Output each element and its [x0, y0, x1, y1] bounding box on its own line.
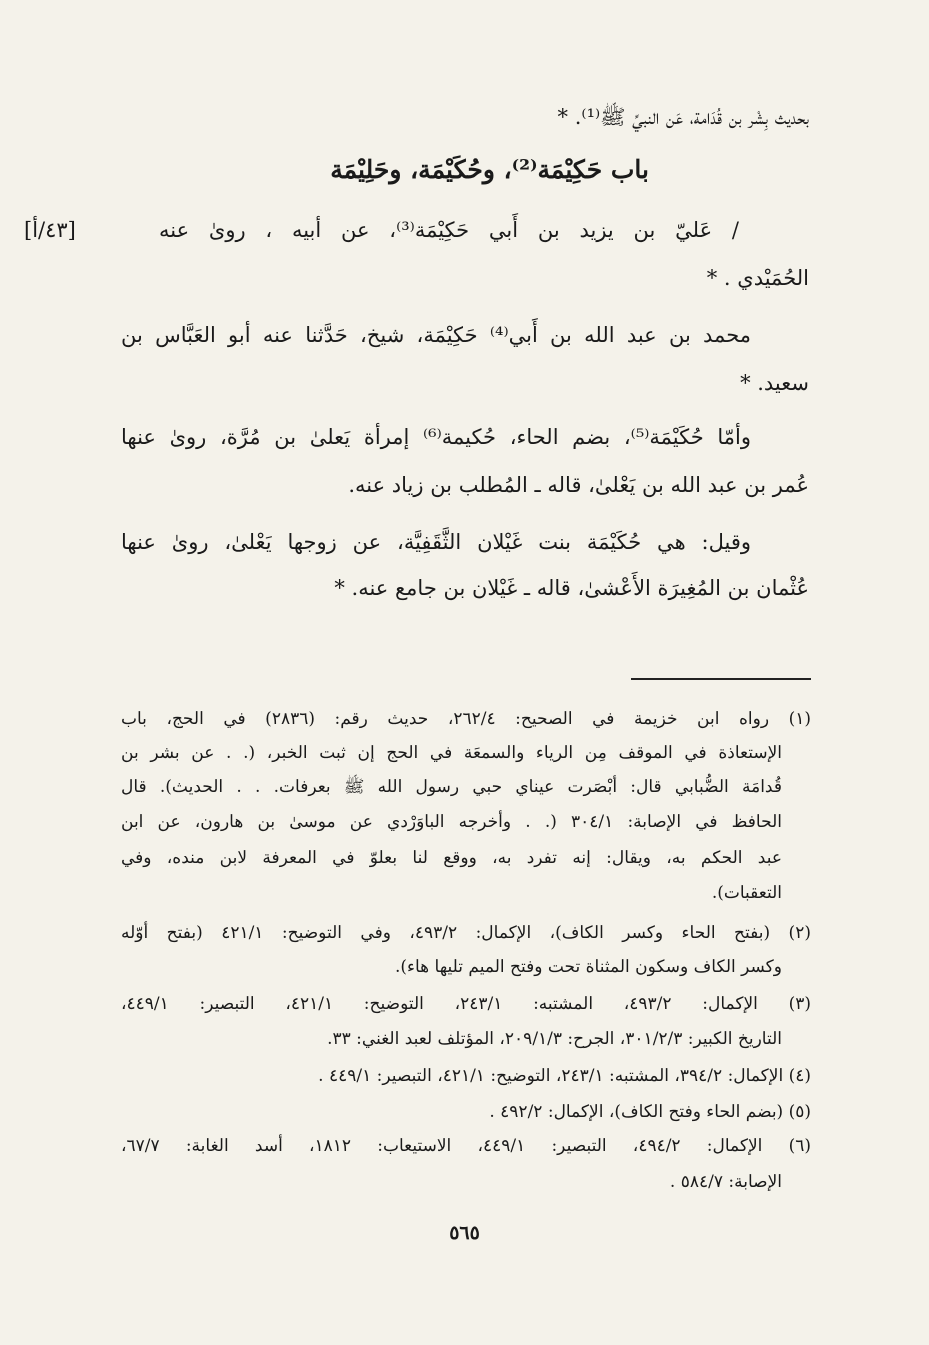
footnote-2-line-1: (٢) (بفتح الحاء وكسر الكاف)، الإكمال: ٤٩٣/٢، وفي التوضيح: ٤٢١/١ (بفتح أوّله — [121, 923, 811, 943]
text-line-7: وأمّا حُكَيْمَة⁽⁵⁾، بضم الحاء، حُكيمة⁽⁶⁾ إمرأة يَعلىٰ بن مُرَّة، روىٰ عنها — [121, 425, 751, 449]
footnote-1-line-3: قُدامَة الضُّبابي قال: أبْصَرت عيناي حبي رسول الله ﷺ بعرفات. . . الحديث). قال — [121, 777, 782, 797]
footnote-3-line-2: التاريخ الكبير: ٣٠١/٢/٣، الجرح: ٢٠٩/١/٣، المؤتلف لعبد الغني: ٣٣. — [327, 1029, 782, 1049]
footnote-1-line-1: (١) رواه ابن خزيمة في الصحيح: ٢٦٢/٤، حديث رقم: (٢٨٣٦) في الحج، باب — [121, 709, 811, 729]
footnote-2-line-2: وكسر الكاف وسكون المثناة تحت وفتح الميم تليها هاء). — [394, 957, 782, 977]
footnote-1-line-4: الحافظ في الإصابة: ٣٠٤/١ (. . وأخرجه الباوَرْدي عن موسىٰ بن هارون، عن ابن — [121, 812, 782, 832]
footnote-5-line-1: (٥) (بضم الحاء وفتح الكاف)، الإكمال: ٤٩٢/٢ . — [489, 1102, 811, 1122]
section-heading: باب حَكِيْمَة⁽²⁾، وحُكَيْمَة، وحَلِيْمَة — [330, 155, 649, 184]
footnote-3-line-1: (٣) الإكمال: ٤٩٣/٢، المشتبه: ٢٤٣/١، التوضيح: ٤٢١/١، التبصير: ٤٤٩/١، — [121, 994, 811, 1014]
text-line-3: / عَليّ بن يزيد بن أَبي حَكِيْمَة⁽³⁾، عن أبيه ، روىٰ عنه — [159, 218, 739, 242]
text-line-10: عُثْمان بن المُغِيرَة الأَعْشىٰ، قاله ـ غَيْلان بن جامع عنه. * — [334, 576, 809, 600]
footnote-6-line-1: (٦) الإكمال: ٤٩٤/٢، التبصير: ٤٤٩/١، الاستيعاب: ١٨١٢، أسد الغابة: ٦٧/٧، — [121, 1136, 812, 1156]
text-line-4: الحُمَيْدي . * — [706, 266, 809, 290]
page-number: ٥٦٥ — [449, 1222, 480, 1244]
text-line-9: وقيل: هي حُكَيْمَة بنت غَيْلان الثَّقَفِيَّة، عن زوجها يَعْلىٰ، روىٰ عنها — [121, 530, 751, 554]
footnote-1-line-5: عبد الحكم به، ويقال: إنه تفرد به، ووقع لنا بعلوّ في المعرفة لابن منده، وفي — [121, 848, 782, 868]
text-line-5: محمد بن عبد الله بن أَبي⁽⁴⁾ حَكِيْمَة، شيخ، حَدَّثنا عنه أبو العَبَّاس بن — [121, 323, 751, 347]
margin-folio-reference: [٤٣/أ] — [24, 218, 76, 242]
footnote-separator — [631, 678, 811, 680]
footnote-1-line-2: الإستعاذة في الموقف مِن الرياء والسمعَة في الحج إن ثبت الخبر، (. . عن بشر بن — [121, 743, 782, 763]
text-line-1: بحديث بِشْر بن قُدَامة، عَن النبيِّ ﷺ⁽¹⁾. * — [557, 105, 809, 129]
text-line-8: عُمر بن عبد الله بن يَعْلىٰ، قاله ـ المُطلب بن زياد عنه. — [348, 473, 809, 497]
footnote-4-line-1: (٤) الإكمال: ٣٩٤/٢، المشتبه: ٢٤٣/١، التوضيح: ٤٢١/١، التبصير: ٤٤٩/١ . — [318, 1066, 811, 1086]
footnote-1-line-6: التعقبات). — [711, 883, 782, 903]
footnote-6-line-2: الإصابة: ٥٨٤/٧ . — [669, 1172, 782, 1192]
text-line-6: سعيد. * — [740, 371, 809, 395]
